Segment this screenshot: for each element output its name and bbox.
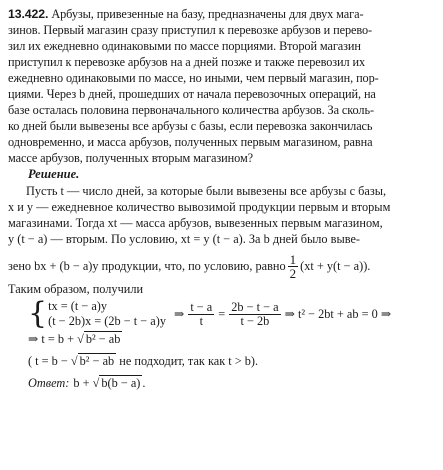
answer-line [28, 375, 436, 391]
chain-tail: ⇒ t² − 2bt + ab = 0 ⇒ [284, 306, 392, 321]
solution-line: y (t − a) — вторым. По условию, xt = y (t − a). За b дней было выве- [8, 232, 360, 246]
problem-line: ежедневно одинаковыми по массе, но иными, чем первый магазин, пор- [8, 71, 379, 85]
result-line [28, 331, 436, 347]
left-brace: { [28, 296, 48, 331]
problem-line: приступил к перевозке арбузов на а дней позже и также перевозил их [8, 55, 366, 69]
sqrt-sign: √ [77, 332, 84, 346]
problem-number: 13.422. [8, 7, 49, 21]
solution-line-text: (xt + y(t − a)). [300, 259, 371, 273]
problem-line: ко дней были вывезены все арбузы с базы, если перевозка закончилась [8, 119, 373, 133]
problem-line: одновременно, и масса арбузов, полученных первым магазином, равна [8, 135, 373, 149]
fraction-denominator: t [199, 313, 203, 328]
solution-heading: Решение. [28, 167, 80, 181]
equation-1: tx = (t − a)y [48, 299, 108, 313]
equation-2: (t − 2b)x = (2b − t − a)y [48, 314, 166, 328]
answer-prefix: b + [73, 376, 93, 390]
fraction-numerator: 1 [289, 251, 297, 267]
fraction-2 [229, 301, 280, 328]
solution-line: Пусть t — число дней, за которые были вывезены все арбузы с базы, [26, 184, 387, 198]
problem-line: циями. Через b дней, прошедших от начала перевозочных операций, на [8, 87, 376, 101]
solution-text [8, 183, 436, 391]
reject-suffix: не подходит, так как t > b). [116, 354, 259, 368]
problem-text [8, 6, 436, 166]
problem-line [8, 6, 436, 22]
fraction-1 [188, 301, 214, 328]
problem-line-text: Арбузы, привезенные на базу, предназначены для двух мага- [51, 7, 364, 21]
solution-line-with-fraction [8, 251, 436, 281]
equation-chain [174, 301, 391, 328]
fraction-denominator: t − 2b [240, 313, 270, 328]
system-equations [48, 299, 166, 329]
solution-line-text: зено bx + (b − a)y продукции, что, по условию, равно [8, 259, 286, 273]
sqrt-sign: √ [70, 354, 78, 368]
answer-suffix: . [142, 376, 146, 390]
problem-line: базе осталась половина первоначального количества арбузов. За сколь- [8, 103, 374, 117]
fraction-numerator: t − a [190, 299, 213, 314]
equals-sign: = [218, 306, 226, 321]
solution-line: Таким образом, получили [8, 282, 144, 296]
result-prefix: ⇒ t = b + [28, 332, 78, 346]
reject-line [28, 353, 436, 369]
solution-line: x и y — ежедневное количество вывозимой продукции первым и вторым [8, 200, 391, 214]
answer-label: Ответ: [28, 376, 70, 390]
radicand: b(b − a) [101, 376, 141, 390]
sqrt-sign: √ [92, 376, 100, 390]
implies-arrow: ⇒ [174, 306, 185, 321]
radicand: b² − ab [85, 332, 121, 346]
problem-line: зил их ежедневно одинаковыми по массе порциями. Второй магазин [8, 39, 361, 53]
problem-line: массе арбузов, полученных вторым магазином? [8, 151, 253, 165]
fraction-denominator: 2 [289, 265, 297, 281]
fraction-numerator: 2b − t − a [231, 299, 279, 314]
radicand: b² − ab [79, 354, 115, 368]
reject-prefix: ( t = b − [28, 354, 71, 368]
equation-system [28, 296, 436, 331]
solution-line: магазинами. Тогда xt — масса арбузов, вывезенных первым магазином, [8, 216, 383, 230]
half-fraction [288, 253, 299, 280]
problem-line: зинов. Первый магазин сразу приступил к перевозке арбузов и перево- [8, 23, 373, 37]
